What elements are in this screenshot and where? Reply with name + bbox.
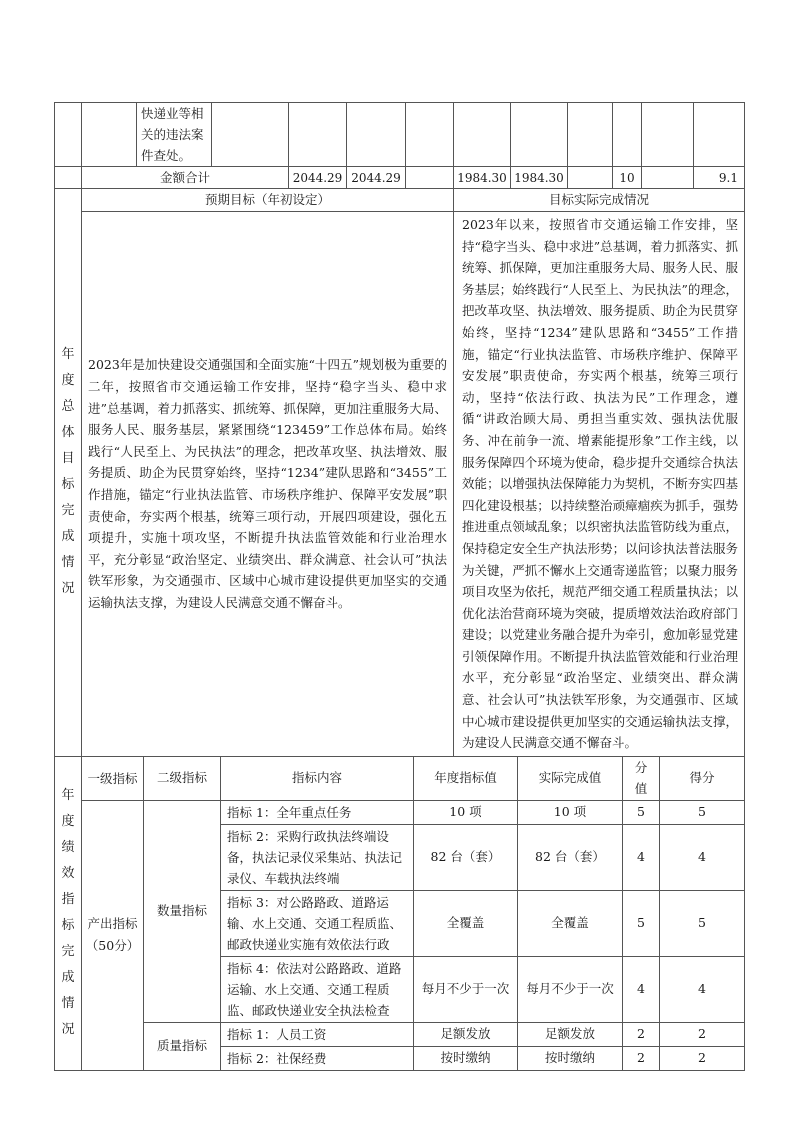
level2-label: 质量指标 bbox=[156, 1038, 207, 1054]
empty-cell bbox=[454, 103, 511, 167]
actual-header: 目标实际完成情况 bbox=[454, 189, 745, 212]
total-value bbox=[406, 167, 454, 189]
header-weight: 分值 bbox=[634, 760, 648, 797]
empty-cell bbox=[511, 103, 568, 167]
indicator-actual: 足额发放 bbox=[518, 1022, 623, 1046]
total-value bbox=[568, 167, 613, 189]
indicator-actual: 10 项 bbox=[518, 800, 623, 824]
indicator-content: 指标 3：对公路路政、道路运输、水上交通、交通工程质监、邮政快递业实施有效依法行政 bbox=[221, 890, 414, 956]
indicator-target: 10 项 bbox=[414, 800, 518, 824]
header-actual: 实际完成值 bbox=[518, 756, 623, 800]
indicator-actual: 每月不少于一次 bbox=[518, 956, 623, 1022]
header-score: 得分 bbox=[660, 756, 745, 800]
total-value: 10 bbox=[613, 167, 642, 189]
empty-cell bbox=[694, 103, 745, 167]
empty-cell bbox=[55, 167, 82, 189]
indicator-content: 指标 2：采购行政执法终端设备，执法记录仪采集站、执法记录仪、车载执法终端 bbox=[221, 824, 414, 890]
total-value: 1984.30 bbox=[511, 167, 568, 189]
indicator-target: 按时缴纳 bbox=[414, 1046, 518, 1070]
empty-cell bbox=[347, 103, 406, 167]
indicator-score: 4 bbox=[660, 956, 745, 1022]
table-row bbox=[55, 1022, 745, 1046]
expected-header: 预期目标（年初设定） bbox=[82, 189, 454, 212]
total-value bbox=[642, 167, 694, 189]
overall-goals-table bbox=[54, 188, 745, 757]
total-value: 1984.30 bbox=[454, 167, 511, 189]
level1-label: 产出指标（50分） bbox=[85, 916, 140, 954]
empty-cell bbox=[613, 103, 642, 167]
performance-table bbox=[54, 756, 745, 1071]
empty-cell bbox=[212, 103, 289, 167]
empty-cell bbox=[642, 103, 694, 167]
indicator-score: 5 bbox=[660, 890, 745, 956]
indicator-actual: 82 台（套） bbox=[518, 824, 623, 890]
level2-label: 数量指标 bbox=[156, 903, 207, 919]
indicator-weight: 4 bbox=[623, 956, 660, 1022]
table-row bbox=[55, 800, 745, 824]
actual-text: 2023年以来，按照省市交通运输工作安排，坚持“稳字当头、稳中求进”总基调，着力抓落实、抓统筹、抓保障，更加注重服务大局、服务人民、服务基层；始终践行“人民至上、为民执法”的理念，把改革攻坚、执法增效、服务提质、助企为民贯穿始终，坚持“1234”建队思路和“3455”工作措施，锚定“行业执法监管、市场秩序维护、保障平安发展”职责使命，夯实两个根基，统筹三项行动，坚持“依法行政、执法为民”工作理念，遵循“讲政治顾大局、勇担当重实效、强执法优服务、冲在前争一流、增素能提形象”工作主线，以服务保障四个环境为使命，稳步提升交通综合执法效能；以增强执法保障能力为契机，不断夯实四基四化建设根基；以持续整治顽瘴痼疾为抓手，强势推进重点领域乱象；以织密执法监管防线为重点，保持稳定安全生产执法形势；以问诊执法普法服务为关键，严抓不懈水上交通寄递监管；以聚力服务项目攻坚为依托，规范严细交通工程质量执法；以优化法治营商环境为突破，提质增效法治政府部门建设；以党建业务融合提升为牵引，愈加彰显党建引领保障作用。不断提升执法监管效能和行业治理水平，充分彰显“政治坚定、业绩突出、群众满意、社会认可”执法铁军形象，为交通强市、区域中心城市建设提供更加坚实的交通运输执法支撑，为建设人民满意交通不懈奋斗。 bbox=[454, 212, 745, 757]
total-row bbox=[55, 167, 745, 189]
indicator-actual: 全覆盖 bbox=[518, 890, 623, 956]
indicator-weight: 5 bbox=[623, 800, 660, 824]
total-label: 金额合计 bbox=[82, 167, 289, 189]
performance-section-label bbox=[55, 756, 82, 1070]
indicator-score: 2 bbox=[660, 1022, 745, 1046]
indicator-target: 全覆盖 bbox=[414, 890, 518, 956]
header-target: 年度指标值 bbox=[414, 756, 518, 800]
budget-table bbox=[54, 102, 745, 189]
perf-header-row bbox=[55, 756, 745, 800]
goals-header-row bbox=[55, 189, 745, 212]
total-value: 2044.29 bbox=[347, 167, 406, 189]
level2-cell bbox=[144, 800, 221, 1022]
empty-cell bbox=[568, 103, 613, 167]
goals-content-row bbox=[55, 212, 745, 757]
header-weight-cell bbox=[623, 756, 660, 800]
overall-section-label bbox=[55, 189, 82, 757]
indicator-content: 指标 4：依法对公路路政、道路运输、水上交通、交通工程质监、邮政快递业安全执法检查 bbox=[221, 956, 414, 1022]
indicator-score: 2 bbox=[660, 1046, 745, 1070]
document-body bbox=[54, 102, 744, 1071]
empty-cell bbox=[82, 103, 137, 167]
indicator-content: 指标 1：人员工资 bbox=[221, 1022, 414, 1046]
level1-cell bbox=[82, 800, 144, 1070]
level2-cell bbox=[144, 1022, 221, 1070]
indicator-weight: 2 bbox=[623, 1046, 660, 1070]
total-value: 2044.29 bbox=[289, 167, 347, 189]
empty-cell bbox=[55, 103, 82, 167]
indicator-weight: 4 bbox=[623, 824, 660, 890]
expected-text: 2023年是加快建设交通强国和全面实施“十四五”规划极为重要的二年，按照省市交通运输工作安排，坚持“稳字当头、稳中求进”总基调，着力抓落实、抓统筹、抓保障，更加注重服务大局、服务人民、服务基层，紧紧围绕“123459”工作总体布局。始终践行“人民至上、为民执法”的理念，把改革攻坚、执法增效、服务提质、助企为民贯穿始终，坚持“1234”建队思路和“3455”工作措施，锚定“行业执法监管、市场秩序维护、保障平安发展”职责使命，夯实两个根基，统筹三项行动，开展四项建设，强化五项提升，实施十项攻坚，不断提升执法监管效能和行业治理水平，充分彰显“政治坚定、业绩突出、群众满意、社会认可”执法铁军形象，为交通强市、区域中心城市建设提供更加坚实的交通运输执法支撑，为建设人民满意交通不懈奋斗。 bbox=[82, 212, 454, 757]
empty-cell bbox=[289, 103, 347, 167]
header-content: 指标内容 bbox=[221, 756, 414, 800]
indicator-score: 5 bbox=[660, 800, 745, 824]
content-text: 快递业等相关的违法案件查处。 bbox=[141, 106, 204, 163]
indicator-weight: 2 bbox=[623, 1022, 660, 1046]
section-label-text: 年度总体目标完成情况 bbox=[61, 347, 75, 597]
indicator-score: 4 bbox=[660, 824, 745, 890]
indicator-target: 足额发放 bbox=[414, 1022, 518, 1046]
continued-row bbox=[55, 103, 745, 167]
indicator-target: 82 台（套） bbox=[414, 824, 518, 890]
section-label-text: 年度绩效指标完成情况 bbox=[61, 788, 75, 1038]
indicator-actual: 按时缴纳 bbox=[518, 1046, 623, 1070]
content-cell bbox=[137, 103, 212, 167]
empty-cell bbox=[406, 103, 454, 167]
indicator-content: 指标 2：社保经费 bbox=[221, 1046, 414, 1070]
indicator-target: 每月不少于一次 bbox=[414, 956, 518, 1022]
header-level1-cell bbox=[82, 756, 144, 800]
header-level1: 一级指标 bbox=[87, 770, 138, 786]
indicator-content: 指标 1：全年重点任务 bbox=[221, 800, 414, 824]
indicator-weight: 5 bbox=[623, 890, 660, 956]
total-value: 9.1 bbox=[694, 167, 745, 189]
header-level2: 二级指标 bbox=[144, 756, 221, 800]
